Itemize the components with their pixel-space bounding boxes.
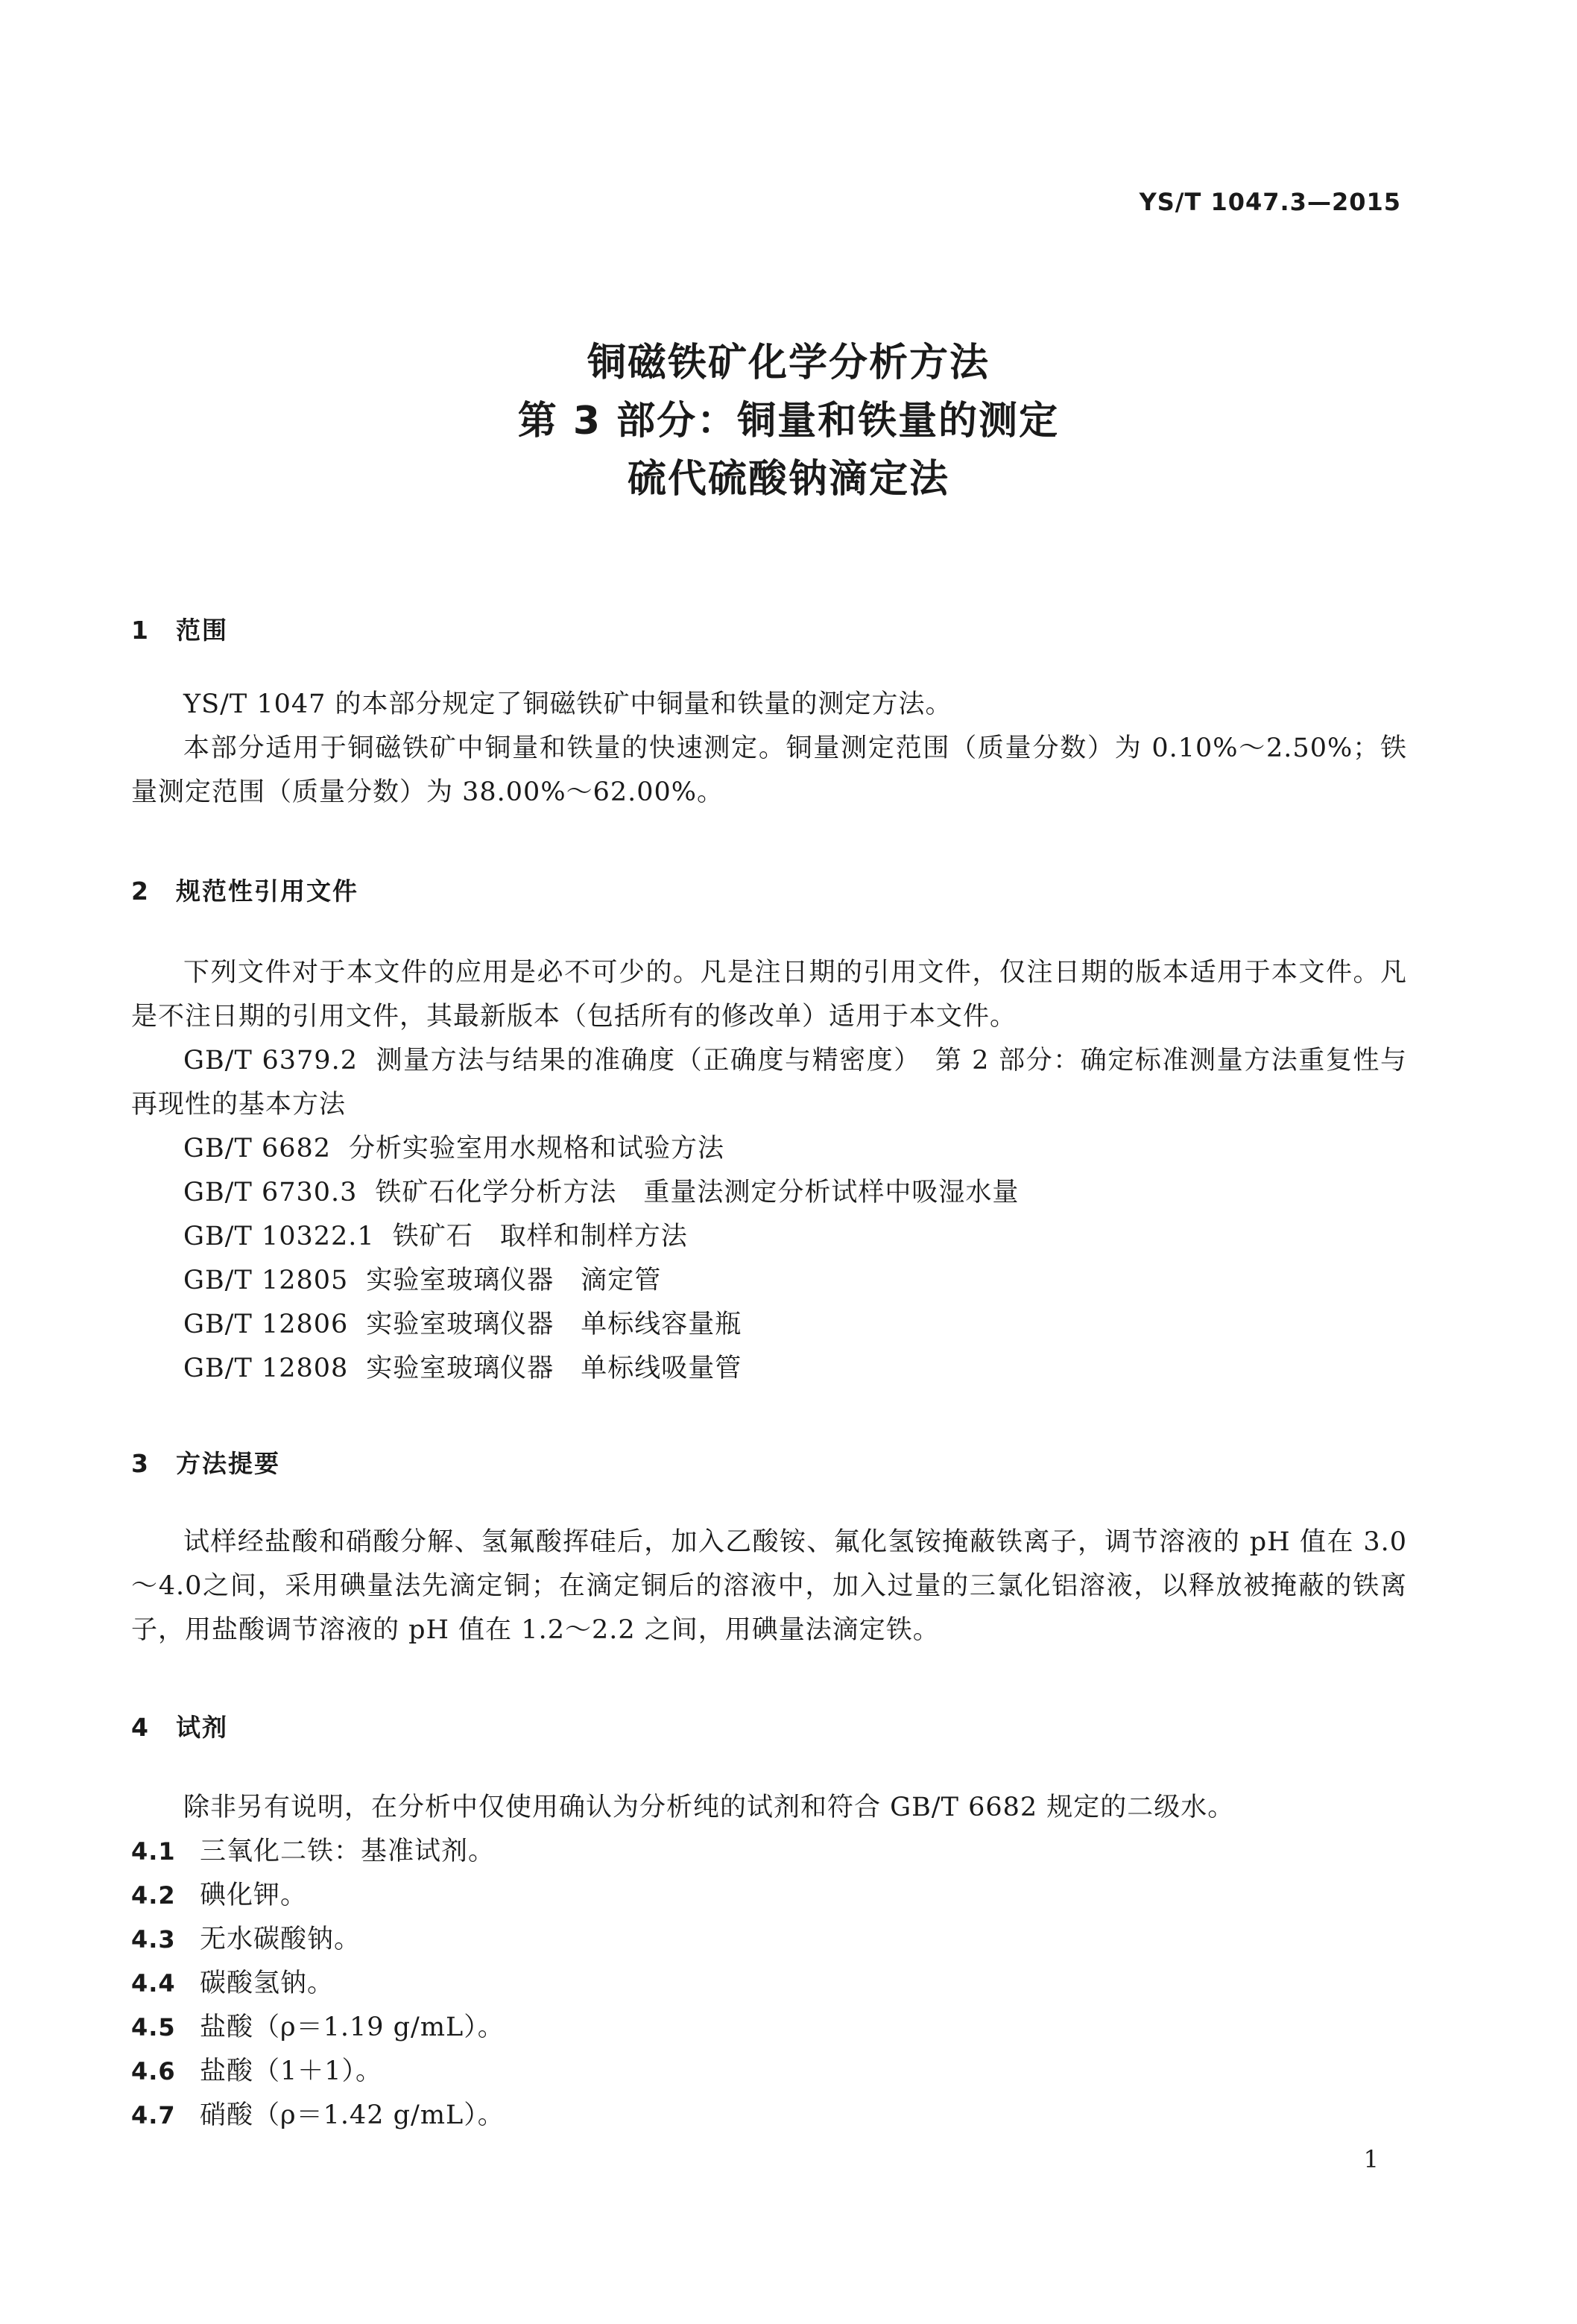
reference-item	[131, 1039, 1407, 1127]
reagent-number: 4.7	[131, 2101, 176, 2129]
reference-title: 实验室玻璃仪器 单标线吸量管	[366, 1354, 742, 1383]
page-number: 1	[1363, 2145, 1379, 2173]
reference-code: GB/T 6682	[183, 1134, 332, 1163]
reagent-item	[131, 2050, 382, 2094]
section-2-heading	[131, 872, 358, 907]
reagent-number: 4.5	[131, 2013, 176, 2042]
reagent-item	[131, 1918, 361, 1962]
reference-code: GB/T 6730.3	[183, 1178, 358, 1207]
document-title	[0, 334, 1577, 508]
section-title: 规范性引用文件	[176, 877, 358, 906]
section-1-paragraph-1: YS/T 1047 的本部分规定了铜磁铁矿中铜量和铁量的测定方法。	[183, 689, 952, 719]
section-3-heading	[131, 1444, 280, 1480]
section-number: 4	[131, 1713, 150, 1742]
reagent-text: 盐酸（ρ＝1.19 g/mL）。	[200, 2012, 505, 2042]
reference-code: GB/T 12806	[183, 1310, 349, 1339]
reference-code: GB/T 6379.2	[183, 1046, 358, 1076]
reagent-item	[131, 2094, 505, 2138]
reagent-text: 三氧化二铁：基准试剂。	[200, 1837, 496, 1866]
reagent-number: 4.2	[131, 1881, 176, 1910]
reference-item	[183, 1303, 742, 1347]
document-code: YS/T 1047.3—2015	[1139, 188, 1401, 216]
reference-code: GB/T 10322.1	[183, 1222, 375, 1251]
title-line-1: 铜磁铁矿化学分析方法	[587, 341, 990, 385]
reagent-text: 硝酸（ρ＝1.42 g/mL）。	[200, 2100, 505, 2130]
title-line-2: 第 3 部分：铜量和铁量的测定	[517, 399, 1060, 443]
reagent-number: 4.1	[131, 1837, 176, 1866]
reagent-item	[131, 1962, 334, 2006]
reference-title: 实验室玻璃仪器 滴定管	[366, 1266, 662, 1295]
reagent-number: 4.3	[131, 1925, 176, 1954]
reference-title: 铁矿石 取样和制样方法	[392, 1222, 688, 1251]
section-4-intro: 除非另有说明，在分析中仅使用确认为分析纯的试剂和符合 GB/T 6682 规定的二级水。	[183, 1793, 1235, 1822]
section-4-heading	[131, 1708, 228, 1743]
reference-item	[183, 1215, 688, 1259]
reference-item	[183, 1259, 661, 1303]
reference-item	[183, 1127, 724, 1171]
reagent-text: 碳酸氢钠。	[200, 1968, 335, 1998]
section-title: 范围	[176, 616, 228, 645]
section-3-paragraph: 试样经盐酸和硝酸分解、氢氟酸挥硅后，加入乙酸铵、氟化氢铵掩蔽铁离子，调节溶液的 pH 值在 3.0～4.0之间，采用碘量法先滴定铜；在滴定铜后的溶液中，加入过量的三氯化铝溶液，以释放被掩蔽的铁离子，用盐酸调节溶液的 pH 值在 1.2～2.2 之间，用碘量法滴定铁。	[131, 1527, 1407, 1645]
reference-code: GB/T 12805	[183, 1266, 349, 1295]
reference-item	[183, 1171, 1019, 1215]
reference-title: 铁矿石化学分析方法 重量法测定分析试样中吸湿水量	[375, 1178, 1020, 1207]
reagent-number: 4.4	[131, 1969, 176, 1998]
section-2-intro: 下列文件对于本文件的应用是必不可少的。凡是注日期的引用文件，仅注日期的版本适用于本文件。凡是不注日期的引用文件，其最新版本（包括所有的修改单）适用于本文件。	[131, 958, 1407, 1032]
reagent-item	[131, 2006, 505, 2050]
reference-item	[183, 1347, 742, 1391]
section-number: 2	[131, 877, 150, 906]
reagent-number: 4.6	[131, 2057, 176, 2085]
reagent-item	[131, 1830, 495, 1874]
reagent-item	[131, 1874, 307, 1918]
reagent-text: 无水碳酸钠。	[200, 1924, 361, 1954]
section-number: 1	[131, 616, 150, 645]
section-number: 3	[131, 1449, 150, 1478]
title-line-3: 硫代硫酸钠滴定法	[627, 457, 949, 502]
reference-code: GB/T 12808	[183, 1354, 349, 1383]
section-1-heading	[131, 611, 228, 646]
reference-title: 分析实验室用水规格和试验方法	[349, 1134, 725, 1163]
reagent-text: 碘化钾。	[200, 1881, 308, 1910]
reference-title: 实验室玻璃仪器 单标线容量瓶	[366, 1310, 742, 1339]
section-title: 试剂	[176, 1713, 228, 1742]
section-1-paragraph-2: 本部分适用于铜磁铁矿中铜量和铁量的快速测定。铜量测定范围（质量分数）为 0.10%～2.50%；铁量测定范围（质量分数）为 38.00%～62.00%。	[131, 733, 1407, 807]
reagent-text: 盐酸（1＋1）。	[200, 2056, 383, 2086]
section-title: 方法提要	[176, 1449, 280, 1478]
reference-title: 测量方法与结果的准确度（正确度与精密度） 第 2 部分：确定标准测量方法重复性与再现性的基本方法	[131, 1046, 1407, 1120]
